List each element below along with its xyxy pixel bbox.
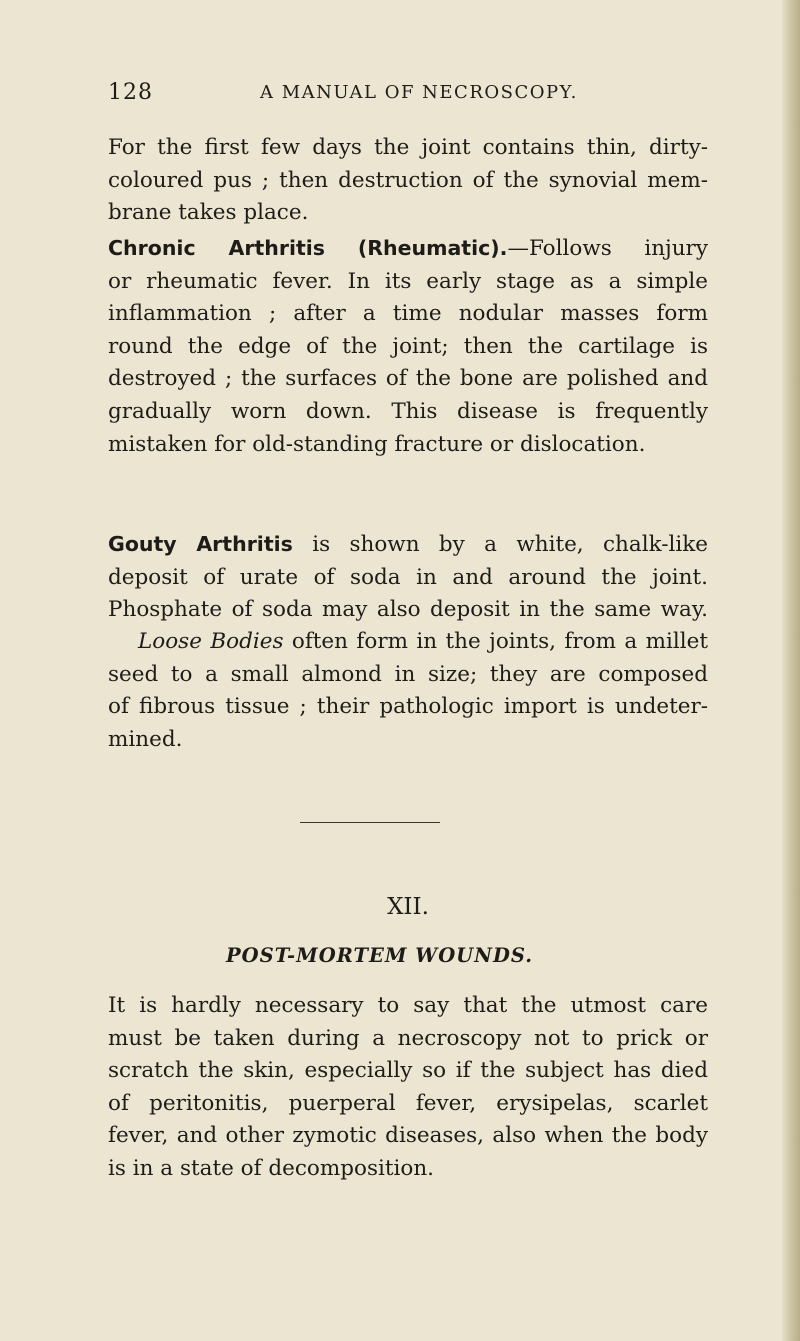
text-line: must be taken during a necroscopy not to prick or xyxy=(108,1025,708,1051)
text-line: For the first few days the joint contains thin, dirty- xyxy=(108,135,708,160)
text-line xyxy=(108,990,708,1023)
text-line: inflammation ; after a time nodular masses form xyxy=(108,301,708,327)
text-run: is hardly necessary to say that the utmost care xyxy=(125,993,708,1018)
text-run: is shown by a white, chalk-like xyxy=(292,532,708,557)
page-number: 128 xyxy=(108,80,153,105)
text-line: of peritonitis, puerperal fever, erysipelas, scarlet xyxy=(108,1090,708,1116)
text-line xyxy=(108,232,708,266)
text-line: deposit of urate of soda in and around the joint. xyxy=(108,564,708,590)
running-head: A MANUAL OF NECROSCOPY. xyxy=(260,82,578,103)
italic-term-loose-bodies: Loose Bodies xyxy=(138,629,284,654)
paragraph-gouty-arthritis xyxy=(108,528,708,627)
text-line: fever, and other zymotic diseases, also when the body xyxy=(108,1123,708,1149)
text-line xyxy=(108,626,708,659)
text-run: —Follows injury xyxy=(507,236,708,261)
section-title: POST-MORTEM WOUNDS. xyxy=(226,944,534,967)
text-line: of fibrous tissue ; their pathologic import is undeter- xyxy=(108,694,708,720)
text-line: coloured pus ; then destruction of the synovial mem- xyxy=(108,167,708,193)
page-header xyxy=(108,80,708,112)
text-line xyxy=(108,528,708,562)
text-line: scratch the skin, especially so if the subject has died xyxy=(108,1058,708,1084)
paragraph-loose-bodies xyxy=(108,626,708,756)
text-line: round the edge of the joint; then the cartilage is xyxy=(108,333,708,359)
text-line: destroyed ; the surfaces of the bone are polished and xyxy=(108,366,708,392)
section-heading-gouty-arthritis: Gouty Arthritis xyxy=(108,532,293,556)
text-line: Phosphate of soda may also deposit in the same way. xyxy=(108,597,708,623)
section-number: XII. xyxy=(387,894,429,920)
text-line: seed to a small almond in size; they are composed xyxy=(108,661,708,687)
section-heading-chronic-arthritis: Chronic Arthritis (Rheumatic). xyxy=(108,236,508,260)
opening-word: It xyxy=(108,993,126,1018)
text-line: is in a state of decomposition. xyxy=(108,1155,434,1181)
paragraph-pus xyxy=(108,132,708,230)
text-line: mined. xyxy=(108,726,183,752)
text-line: or rheumatic fever. In its early stage as a simple xyxy=(108,268,708,294)
paragraph-chronic-arthritis xyxy=(108,232,708,461)
text-line: mistaken for old-standing fracture or dislocation. xyxy=(108,431,646,457)
paragraph-post-mortem-wounds xyxy=(108,990,708,1186)
text-run: often form in the joints, from a millet xyxy=(283,629,708,654)
section-divider-rule xyxy=(300,822,440,823)
text-line: gradually worn down. This disease is frequently xyxy=(108,398,708,424)
text-line: brane takes place. xyxy=(108,200,309,226)
page-edge-shadow xyxy=(782,0,800,1341)
